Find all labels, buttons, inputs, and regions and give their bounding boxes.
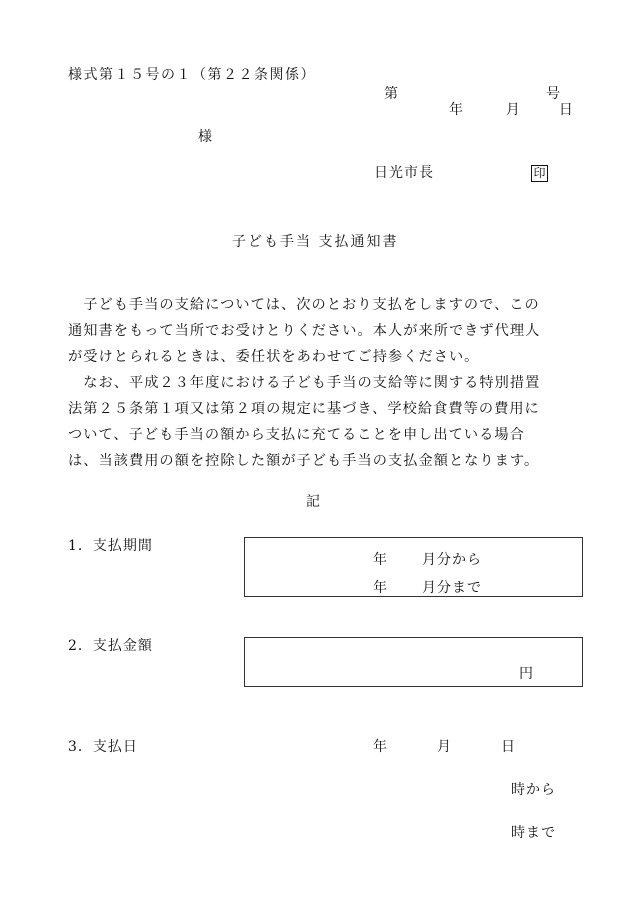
payment-date-day: 日 bbox=[501, 739, 516, 755]
period-to-year: 年 bbox=[373, 580, 388, 596]
payment-date-month: 月 bbox=[437, 739, 452, 755]
document-number-prefix: 第 bbox=[384, 86, 398, 102]
payment-period-box bbox=[244, 537, 583, 597]
payment-amount-label: 2．支払金額 bbox=[68, 638, 153, 654]
issue-date bbox=[449, 103, 573, 117]
paragraph-line: 子ども手当の支給については、次のとおり支払をしますので、この bbox=[68, 297, 540, 313]
notice-paragraph-2 bbox=[68, 370, 562, 474]
issue-date-day: 日 bbox=[558, 102, 573, 118]
document-title: 子ども手当 支払通知書 bbox=[232, 234, 399, 250]
payment-time-from: 時から bbox=[511, 782, 556, 798]
paragraph-line: 通知書をもって当所でお受けとりください。本人が来所できず代理人 bbox=[68, 323, 541, 339]
paragraph-line: が受けとられるときは、委任状をあわせてご持参ください。 bbox=[68, 349, 480, 365]
form-number: 様式第１５号の１（第２２条関係） bbox=[68, 67, 316, 83]
issue-date-month: 月 bbox=[505, 102, 520, 118]
issue-date-year: 年 bbox=[449, 102, 463, 118]
paragraph-line: 法第２５条第１項又は第２項の規定に基づき、学校給食費等の費用に bbox=[68, 401, 540, 417]
addressee-suffix: 様 bbox=[198, 129, 212, 145]
payment-period-label: 1．支払期間 bbox=[68, 538, 153, 554]
period-to-month: 月分まで bbox=[422, 580, 482, 596]
paragraph-line: は、当該費用の額を控除した額が子ども手当の支払金額となります。 bbox=[68, 453, 540, 469]
seal-mark: 印 bbox=[531, 165, 548, 182]
period-from-month: 月分から bbox=[422, 552, 482, 568]
period-from-year: 年 bbox=[373, 552, 388, 568]
payment-time-to: 時まで bbox=[511, 825, 556, 841]
issuer-name: 日光市長 bbox=[374, 165, 434, 181]
document-number-suffix: 号 bbox=[546, 86, 560, 102]
amount-unit: 円 bbox=[519, 666, 534, 682]
ki-heading: 記 bbox=[306, 494, 320, 510]
payment-date-label: 3．支払日 bbox=[68, 739, 138, 755]
paragraph-line: なお、平成２３年度における子ども手当の支給等に関する特別措置 bbox=[68, 375, 541, 391]
paragraph-line: ついて、子ども手当の額から支払に充てることを申し出ている場合 bbox=[68, 427, 525, 443]
payment-date-year: 年 bbox=[373, 739, 388, 755]
notice-paragraph-1 bbox=[68, 292, 562, 370]
